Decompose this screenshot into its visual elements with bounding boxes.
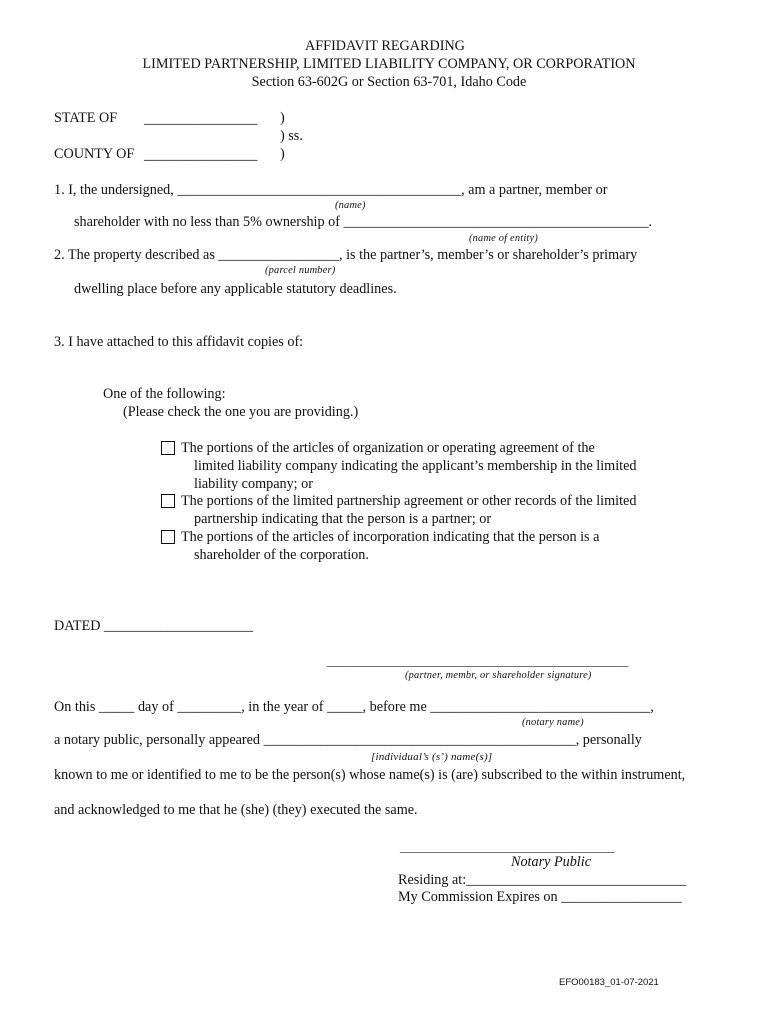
- option-llc-line1: The portions of the articles of organization or operating agreement of the: [181, 440, 595, 456]
- name-caption: (name): [335, 200, 366, 211]
- option-lp-checkbox[interactable]: [161, 494, 175, 508]
- state-of-field[interactable]: ________________: [144, 111, 258, 127]
- please-check-note: (Please check the one you are providing.): [123, 404, 359, 420]
- venue-paren-1: ): [280, 110, 285, 126]
- parcel-caption: (parcel number): [265, 265, 336, 276]
- venue-ss: ) ss.: [280, 128, 303, 144]
- option-corp-checkbox[interactable]: [161, 530, 175, 544]
- commission-expires-field[interactable]: My Commission Expires on _________________: [398, 889, 682, 905]
- county-of-label: COUNTY OF: [54, 146, 135, 162]
- document-title-line1: AFFIDAVIT REGARDING: [305, 38, 465, 54]
- signature-line[interactable]: ____________________________________________________: [327, 655, 629, 668]
- acknowledgment-line1[interactable]: On this _____ day of _________, in the year of _____, before me _______________________________,: [54, 699, 654, 715]
- notary-signature-line[interactable]: _____________________________________: [400, 841, 615, 854]
- one-of-following: One of the following:: [103, 386, 226, 402]
- option-corp-line2: shareholder of the corporation.: [194, 547, 369, 563]
- option-corp-line1: The portions of the articles of incorporation indicating that the person is a: [181, 529, 600, 545]
- signature-caption: (partner, membr, or shareholder signature): [405, 670, 592, 681]
- option-llc-line2: limited liability company indicating the applicant’s membership in the limited: [194, 458, 637, 474]
- option-lp-line1: The portions of the limited partnership agreement or other records of the limited: [181, 493, 637, 509]
- county-of-field[interactable]: ________________: [144, 147, 258, 163]
- item2-line1[interactable]: 2. The property described as _________________, is the partner’s, member’s or shareholder’s primary: [54, 247, 638, 263]
- notary-name-caption: (notary name): [522, 717, 584, 728]
- option-llc-line3: liability company; or: [194, 476, 313, 492]
- individual-name-caption: [individual’s (s’) name(s)]: [371, 751, 493, 763]
- form-code: EFO00183_01-07-2021: [559, 977, 659, 988]
- venue-paren-2: ): [280, 146, 285, 162]
- document-title-line2: LIMITED PARTNERSHIP, LIMITED LIABILITY COMPANY, OR CORPORATION: [142, 56, 636, 72]
- option-llc-checkbox[interactable]: [161, 441, 175, 455]
- dated-field[interactable]: DATED _____________________: [54, 618, 254, 634]
- item1-line1[interactable]: 1. I, the undersigned, ________________________________________, am a partner, member or: [54, 182, 608, 198]
- option-lp-line2: partnership indicating that the person is a partner; or: [194, 511, 492, 527]
- document-title-line3: Section 63-602G or Section 63-701, Idaho Code: [251, 74, 527, 90]
- entity-caption: (name of entity): [469, 233, 538, 244]
- acknowledgment-line3: known to me or identified to me to be the person(s) whose name(s) is (are) subscribed to the within instrument,: [54, 767, 686, 783]
- item1-line2[interactable]: shareholder with no less than 5% ownership of ___________________________________________.: [74, 214, 653, 230]
- residing-at-field[interactable]: Residing at:_______________________________: [398, 872, 687, 888]
- state-of-label: STATE OF: [54, 110, 118, 126]
- item2-line2: dwelling place before any applicable statutory deadlines.: [74, 281, 397, 297]
- item3-line1: 3. I have attached to this affidavit copies of:: [54, 334, 304, 350]
- acknowledgment-line4: and acknowledged to me that he (she) (they) executed the same.: [54, 802, 418, 818]
- acknowledgment-line2[interactable]: a notary public, personally appeared ____________________________________________, personally: [54, 732, 642, 748]
- notary-public-title: Notary Public: [511, 854, 591, 870]
